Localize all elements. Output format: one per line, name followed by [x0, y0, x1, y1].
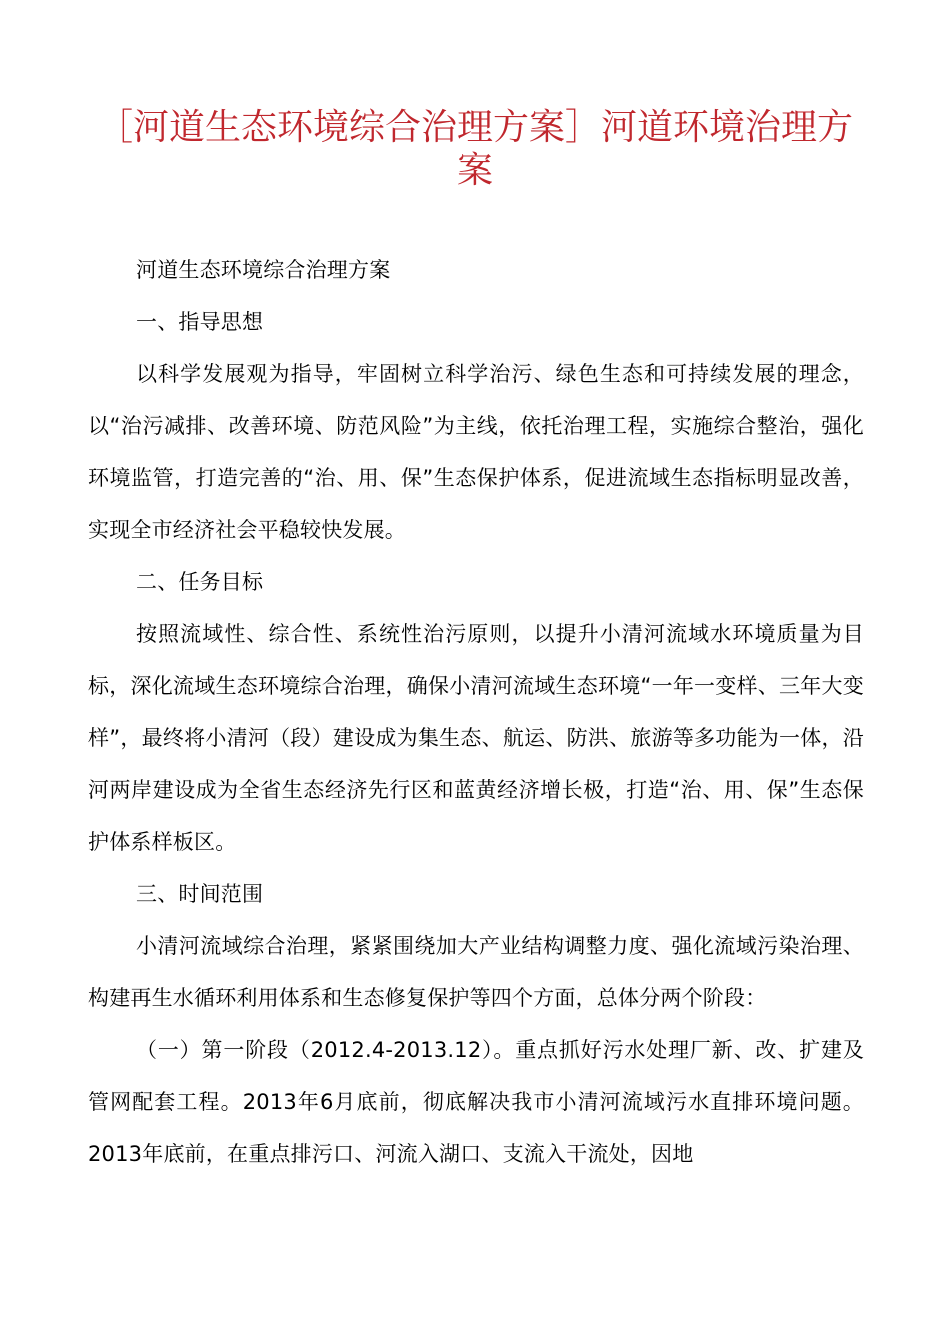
- section-heading-2: 二、任务目标: [136, 570, 264, 594]
- subtitle-paragraph: 河道生态环境综合治理方案: [136, 258, 391, 282]
- document-body: [88, 244, 864, 1180]
- body-paragraph: 按照流域性、综合性、系统性治污原则，以提升小清河流域水环境质量为目标，深化流域生态环境综合治理，确保小清河流域生态环境“一年一变样、三年大变样”，最终将小清河（段）建设成为集生态、航运、防洪、旅游等多功能为一体，沿河两岸建设成为全省生态经济先行区和蓝黄经济增长极，打造“治、用、保”生态保护体系样板区。: [88, 622, 864, 854]
- section-heading-1: 一、指导思想: [136, 310, 264, 334]
- document-title: ［河道生态环境综合治理方案］河道环境治理方案: [96, 107, 853, 191]
- body-paragraph: 小清河流域综合治理，紧紧围绕加大产业结构调整力度、强化流域污染治理、构建再生水循环利用体系和生态修复保护等四个方面，总体分两个阶段：: [88, 934, 864, 1010]
- section-heading-3: 三、时间范围: [136, 882, 264, 906]
- body-paragraph: 以科学发展观为指导，牢固树立科学治污、绿色生态和可持续发展的理念，以“治污减排、改善环境、防范风险”为主线，依托治理工程，实施综合整治，强化环境监管，打造完善的“治、用、保”生态保护体系，促进流域生态指标明显改善，实现全市经济社会平稳较快发展。: [88, 362, 864, 542]
- stage-one-paragraph: （一）第一阶段（2012.4-2013.12）。重点抓好污水处理厂新、改、扩建及管网配套工程。2013年6月底前，彻底解决我市小清河流域污水直排环境问题。2013年底前，在重点排污口、河流入湖口、支流入干流处，因地: [88, 1038, 864, 1166]
